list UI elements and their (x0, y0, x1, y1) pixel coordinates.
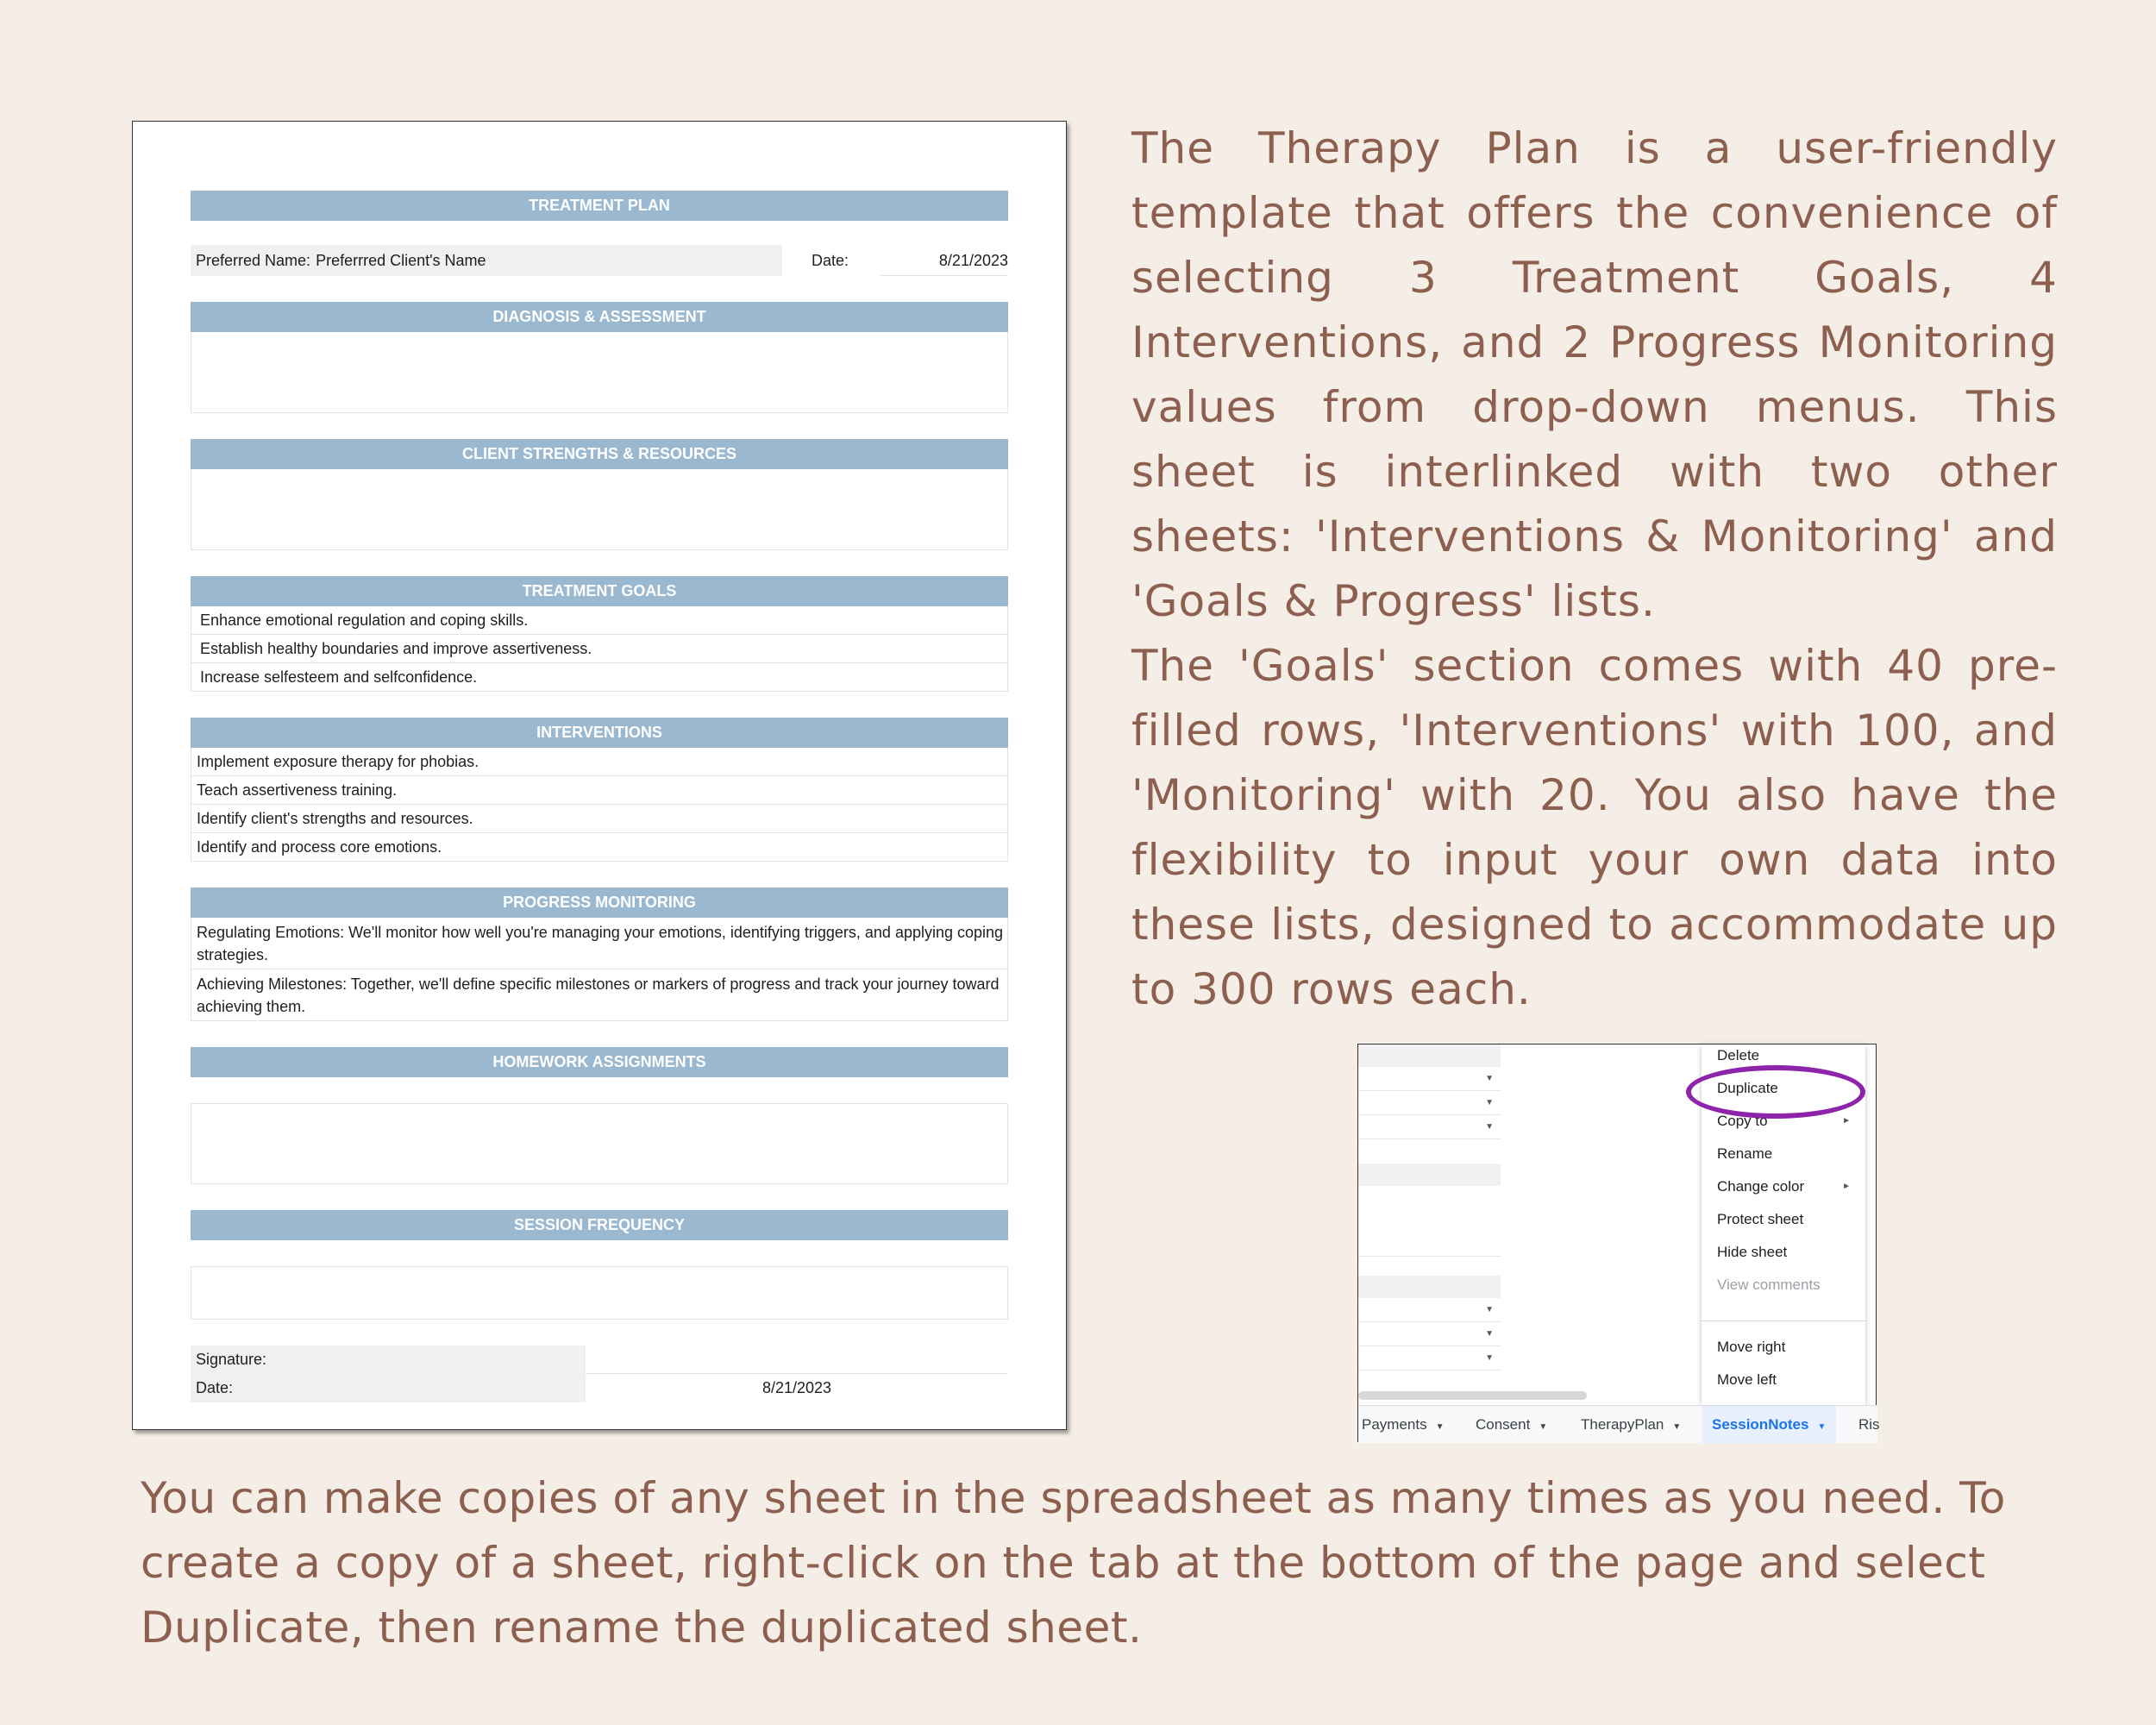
frequency-section (191, 1210, 1008, 1320)
menu-item-rename[interactable]: Rename (1717, 1145, 1773, 1162)
dropdown-arrow-icon[interactable]: ▼ (1485, 1329, 1494, 1339)
sheet-tab-bar (1358, 1405, 1880, 1443)
grid-cell (1358, 1117, 1501, 1139)
tab-label: Consent (1476, 1416, 1531, 1433)
treatment-plan-sheet (132, 121, 1067, 1430)
description-paragraph-2: The 'Goals' section comes with 40 pre-filled rows, 'Interventions' with 100, and 'Monitoring' with 20. You also have the flexibility to input your own data into these lists, designed to accommodate up to 300 rows each. (1131, 641, 2058, 1014)
strengths-field[interactable] (191, 469, 1008, 550)
title-band: TREATMENT PLAN (191, 191, 1008, 221)
grid-cell (1358, 1348, 1501, 1371)
dropdown-arrow-icon[interactable]: ▼ (1485, 1122, 1494, 1132)
intervention-row[interactable]: Implement exposure therapy for phobias. (191, 748, 1008, 776)
signature-label: Signature: (191, 1346, 586, 1374)
tab-sessionnotes[interactable] (1702, 1406, 1836, 1444)
strengths-section (191, 439, 1008, 550)
grid-cell (1358, 1300, 1501, 1322)
progress-band: PROGRESS MONITORING (191, 888, 1008, 918)
strengths-band: CLIENT STRENGTHS & RESOURCES (191, 439, 1008, 469)
grid-cell (1358, 1276, 1501, 1298)
tab-dropdown-icon[interactable]: ▼ (1435, 1422, 1445, 1432)
bottom-instructions: You can make copies of any sheet in the spreadsheet as many times as you need. To create a copy of a sheet, right-click on the tab at the bottom of the page and select Duplicate, then rename the duplicated sheet. (141, 1473, 2006, 1653)
diagnosis-band: DIAGNOSIS & ASSESSMENT (191, 302, 1008, 332)
name-date-row (191, 245, 1008, 276)
treatment-plan-document (191, 191, 1008, 1402)
diagnosis-section (191, 302, 1008, 413)
description-text (1131, 116, 2058, 1022)
change-color-label: Change color (1717, 1178, 1805, 1195)
horizontal-scrollbar[interactable] (1358, 1391, 1587, 1400)
menu-item-protect-sheet[interactable]: Protect sheet (1717, 1211, 1804, 1227)
progress-row[interactable]: Achieving Milestones: Together, we'll define specific milestones or markers of progress and track your journey toward achieving them. (191, 969, 1008, 1021)
interventions-band: INTERVENTIONS (191, 718, 1008, 748)
homework-field[interactable] (191, 1103, 1008, 1184)
copy-to-label: Copy to (1717, 1113, 1768, 1129)
progress-row[interactable]: Regulating Emotions: We'll monitor how well you're managing your emotions, identifying triggers, and applying coping strategies. (191, 918, 1008, 969)
dropdown-arrow-icon[interactable]: ▼ (1485, 1353, 1494, 1363)
signature-date-value[interactable]: 8/21/2023 (761, 1379, 832, 1396)
menu-item-move-left[interactable]: Move left (1717, 1371, 1777, 1388)
goal-row[interactable]: Increase selfesteem and selfconfidence. (191, 663, 1008, 692)
intervention-row[interactable]: Identify and process core emotions. (191, 833, 1008, 862)
preferred-name-value: Preferrred Client's Name (316, 252, 486, 269)
tab-ris[interactable] (1858, 1406, 1880, 1444)
grid-cell (1358, 1164, 1501, 1186)
signature-block (191, 1346, 1008, 1402)
intervention-row[interactable]: Teach assertiveness training. (191, 776, 1008, 805)
dropdown-arrow-icon[interactable]: ▼ (1485, 1098, 1494, 1107)
submenu-arrow-icon: ► (1842, 1182, 1851, 1191)
grid-cell (1358, 1324, 1501, 1346)
tab-label: Payments (1362, 1416, 1427, 1433)
tab-payments[interactable] (1362, 1406, 1445, 1444)
menu-item-view-comments: View comments (1717, 1276, 1821, 1293)
grid-cell (1358, 1093, 1501, 1115)
menu-item-duplicate[interactable]: Duplicate (1717, 1080, 1778, 1096)
tab-dropdown-icon[interactable]: ▼ (1817, 1422, 1827, 1432)
tab-label: Ris (1858, 1416, 1880, 1433)
grid-cell (1358, 1044, 1501, 1067)
date-value[interactable]: 8/21/2023 (881, 245, 1008, 276)
goals-section (191, 576, 1008, 692)
intervention-row[interactable]: Identify client's strengths and resources. (191, 805, 1008, 833)
menu-item-move-right[interactable]: Move right (1717, 1339, 1786, 1355)
date-label: Date: (812, 252, 849, 269)
homework-section (191, 1047, 1008, 1184)
interventions-section (191, 718, 1008, 862)
tab-therapyplan[interactable] (1581, 1406, 1681, 1444)
grid-cell (1358, 1188, 1501, 1257)
signature-date-label: Date: (191, 1374, 586, 1402)
preferred-name-field[interactable] (191, 245, 782, 276)
goal-row[interactable]: Establish healthy boundaries and improve assertiveness. (191, 635, 1008, 663)
signature-field[interactable] (586, 1346, 1008, 1374)
tab-label: SessionNotes (1712, 1416, 1809, 1433)
preferred-name-label: Preferred Name: (196, 252, 311, 269)
progress-section (191, 888, 1008, 1021)
homework-band: HOMEWORK ASSIGNMENTS (191, 1047, 1008, 1077)
tab-label: TherapyPlan (1581, 1416, 1664, 1433)
menu-divider (1702, 1320, 1865, 1321)
dropdown-arrow-icon[interactable]: ▼ (1485, 1305, 1494, 1314)
diagnosis-field[interactable] (191, 332, 1008, 413)
frequency-band: SESSION FREQUENCY (191, 1210, 1008, 1240)
duplicate-highlight-ellipse (1686, 1065, 1865, 1119)
goals-band: TREATMENT GOALS (191, 576, 1008, 606)
tab-dropdown-icon[interactable]: ▼ (1539, 1422, 1548, 1432)
tab-consent[interactable] (1476, 1406, 1547, 1444)
menu-item-delete[interactable]: Delete (1717, 1047, 1760, 1063)
menu-item-hide-sheet[interactable]: Hide sheet (1717, 1244, 1788, 1260)
tab-dropdown-icon[interactable]: ▼ (1672, 1422, 1682, 1432)
duplicate-menu-screenshot (1357, 1044, 1880, 1442)
dropdown-arrow-icon[interactable]: ▼ (1485, 1074, 1494, 1083)
menu-item-change-color[interactable] (1717, 1170, 1859, 1203)
description-paragraph-1: The Therapy Plan is a user-friendly template that offers the convenience of selecting 3 Treatment Goals, 4 Interventions, and 2 Progress Monitoring values from drop-down menus. This sheet is interlinked with two other sheets: 'Interventions & Monitoring' and 'Goals & Progress' lists. (1131, 123, 2058, 626)
grid-cell (1358, 1069, 1501, 1091)
goal-row[interactable]: Enhance emotional regulation and coping skills. (191, 606, 1008, 635)
frequency-field[interactable] (191, 1266, 1008, 1320)
submenu-arrow-icon: ► (1842, 1116, 1851, 1126)
